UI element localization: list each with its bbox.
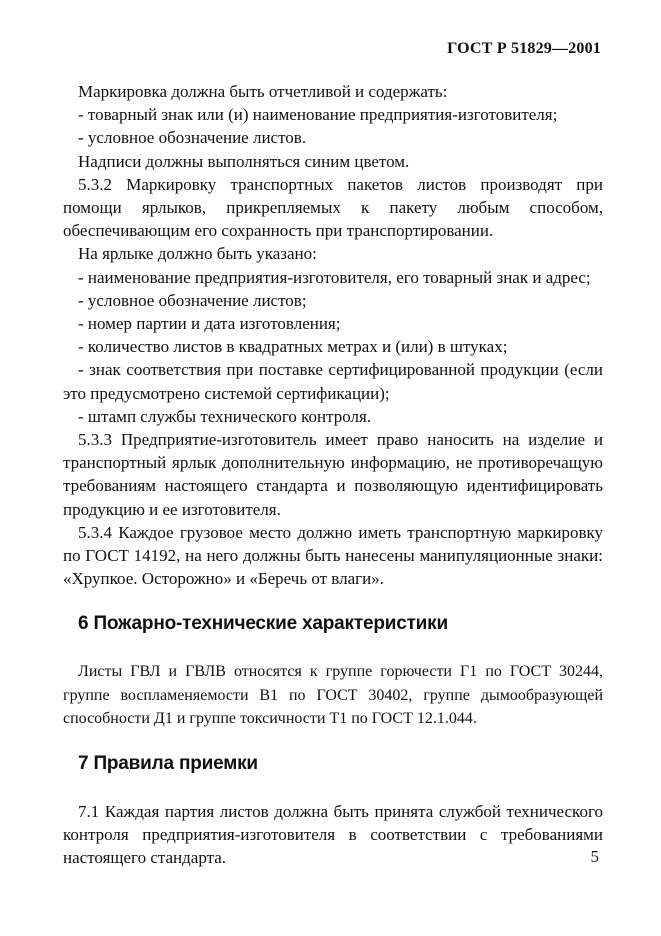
list-item: - условное обозначение листов.	[78, 128, 307, 148]
body-paragraph: На ярлыке должно быть указано:	[78, 244, 317, 264]
page-number: 5	[590, 847, 599, 866]
body-paragraph: Надписи должны выполняться синим цветом.	[78, 151, 410, 171]
clause-5-3-3: 5.3.3 Предприятие-изготовитель имеет право наносить на изделие и транспортный ярлык дополнительную информацию, не противоречащую требованиям настоящего стандарта и позволяющую идентифицировать продукцию и ее изготовителя.	[63, 430, 603, 519]
list-item: - наименование предприятия-изготовителя, его товарный знак и адрес;	[78, 267, 591, 287]
clause-5-3-4: 5.3.4 Каждое грузовое место должно иметь транспортную маркировку по ГОСТ 14192, на него должны быть нанесены манипуляционные знаки: «Хрупкое. Осторожно» и «Беречь от влаги».	[63, 522, 603, 589]
list-item: - товарный знак или (и) наименование предприятия-изготовителя;	[78, 105, 558, 125]
doc-code-header: ГОСТ Р 51829—2001	[447, 40, 601, 57]
list-item: - знак соответствия при поставке сертифицированной продукции (если это предусмотрено системой сертификации);	[63, 360, 603, 403]
section-6-title: 6 Пожарно-технические характеристики	[78, 613, 448, 635]
list-item: - количество листов в квадратных метрах и (или) в штуках;	[78, 337, 508, 357]
body-paragraph: Маркировка должна быть отчетливой и содержать:	[78, 82, 448, 101]
section-6-text: Листы ГВЛ и ГВЛВ относятся к группе горючести Г1 по ГОСТ 30244, группе воспламеняемости В1 по ГОСТ 30402, группе дымообразующей способности Д1 и группе токсичности Т1 по ГОСТ 12.1.044.	[63, 663, 603, 727]
page-content	[63, 80, 603, 870]
clause-5-3-2: 5.3.2 Маркировку транспортных пакетов листов производят при помощи ярлыков, прикрепляемых к пакету любым способом, обеспечивающим его сохранность при транспортировании.	[63, 174, 603, 241]
section-7-title: 7 Правила приемки	[78, 753, 258, 775]
list-item: - номер партии и дата изготовления;	[78, 314, 341, 334]
list-item: - условное обозначение листов;	[78, 290, 307, 310]
list-item: - штамп службы технического контроля.	[78, 406, 372, 426]
section-7-text: 7.1 Каждая партия листов должна быть принята службой технического контроля предприятия-изготовителя в соответствии с требованиями настоящего стандарта.	[63, 802, 603, 868]
